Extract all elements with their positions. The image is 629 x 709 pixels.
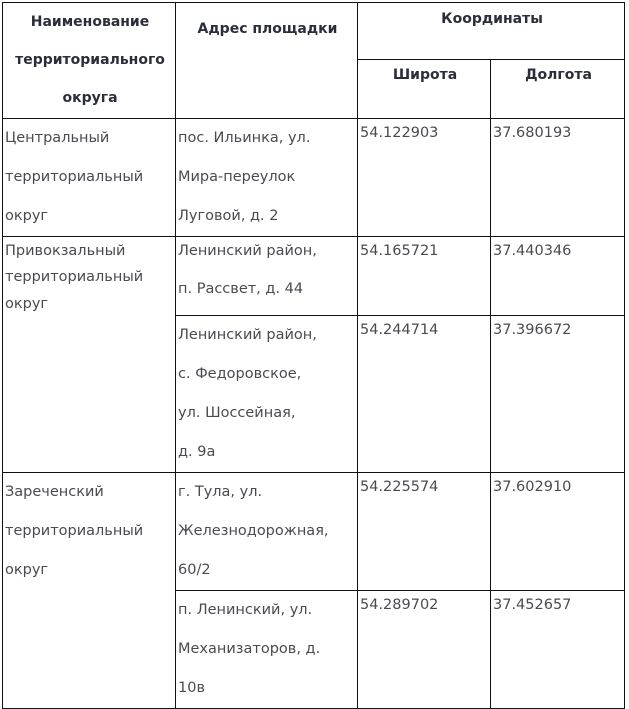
- longitude-cell: 37.396672: [491, 316, 625, 473]
- table-row: [3, 473, 625, 591]
- table-row: [3, 237, 625, 316]
- latitude-cell: 54.165721: [358, 237, 491, 316]
- address-line: д. 9а: [178, 444, 216, 460]
- address-line: Ленинский район,: [178, 243, 317, 259]
- header-district-line: территориального: [15, 52, 165, 68]
- address-cell: [176, 237, 358, 316]
- header-coordinates-label: Координаты: [441, 11, 543, 27]
- district-cell: [3, 473, 176, 709]
- longitude-cell: 37.680193: [491, 119, 625, 237]
- address-line: Луговой, д. 2: [178, 208, 279, 224]
- latitude-cell: 54.225574: [358, 473, 491, 591]
- address-line: с. Федоровское,: [178, 366, 302, 382]
- header-latitude: [358, 60, 491, 119]
- header-district-line: Наименование: [30, 14, 150, 30]
- address-cell: [176, 316, 358, 473]
- latitude-cell: 54.122903: [358, 119, 491, 237]
- district-cell: [3, 119, 176, 237]
- address-line: ул. Шоссейная,: [178, 405, 296, 421]
- longitude-cell: 37.452657: [491, 591, 625, 709]
- district-line: округ: [5, 562, 49, 578]
- district-line: территориальный: [5, 269, 144, 285]
- address-line: Мира-переулок: [178, 169, 296, 185]
- address-line: п. Ленинский, ул.: [178, 602, 313, 618]
- header-coordinates: [358, 3, 625, 60]
- district-cell: [3, 237, 176, 473]
- address-cell: [176, 591, 358, 709]
- address-line: Механизаторов, д.: [178, 641, 321, 657]
- longitude-cell: 37.440346: [491, 237, 625, 316]
- address-line: г. Тула, ул.: [178, 484, 263, 500]
- district-line: округ: [5, 208, 49, 224]
- address-line: Ленинский район,: [178, 327, 317, 343]
- address-line: п. Рассвет, д. 44: [178, 281, 304, 297]
- latitude-cell: 54.289702: [358, 591, 491, 709]
- latitude-cell: 54.244714: [358, 316, 491, 473]
- header-address-label: Адрес площадки: [197, 21, 338, 37]
- longitude-cell: 37.602910: [491, 473, 625, 591]
- header-latitude-label: Широта: [392, 67, 458, 83]
- address-cell: [176, 473, 358, 591]
- district-line: территориальный: [5, 523, 144, 539]
- address-line: Железнодорожная,: [178, 523, 329, 539]
- district-line: Центральный: [5, 130, 110, 146]
- header-longitude-label: Долгота: [525, 67, 592, 83]
- header-district: [3, 3, 176, 119]
- address-line: 60/2: [178, 562, 211, 578]
- address-cell: [176, 119, 358, 237]
- district-line: округ: [5, 296, 49, 312]
- header-longitude: [491, 60, 625, 119]
- address-line: пос. Ильинка, ул.: [178, 130, 311, 146]
- header-district-line: округа: [62, 90, 118, 106]
- table-row: [3, 119, 625, 237]
- district-line: Привокзальный: [5, 243, 126, 259]
- district-line: Зареченский: [5, 484, 104, 500]
- district-line: территориальный: [5, 169, 144, 185]
- address-line: 10в: [178, 680, 205, 696]
- header-address: [176, 3, 358, 119]
- coordinates-table: [2, 2, 625, 709]
